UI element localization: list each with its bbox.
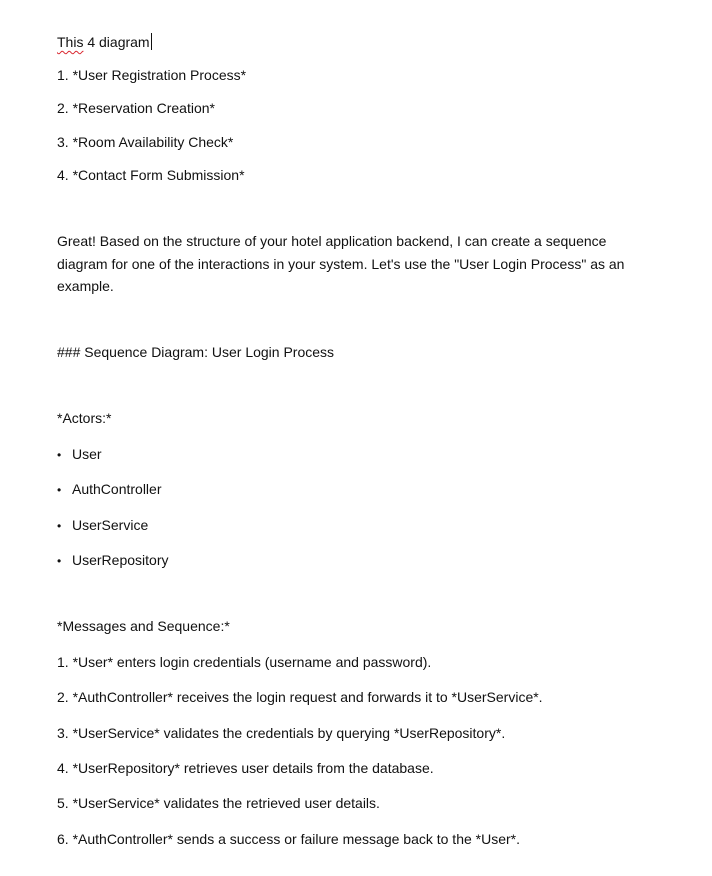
actor-item: [57, 551, 168, 570]
bullet-icon: •: [57, 483, 62, 497]
actor-item: [57, 480, 162, 499]
list-item: 2. *Reservation Creation*: [57, 100, 215, 116]
intro-paragraph: Great! Based on the structure of your hotel application backend, I can create a sequence diagram for one of the interactions in your system. Let's use the "User Login Process" as an example.: [57, 233, 625, 294]
actor-name: User: [72, 446, 102, 462]
intro-line[interactable]: [57, 33, 152, 51]
actor-item: [57, 445, 102, 464]
text-cursor: [151, 33, 152, 50]
actor-name: UserService: [72, 517, 149, 533]
actor-name: AuthController: [72, 481, 162, 497]
message-item: 3. *UserService* validates the credentials by querying *UserRepository*.: [57, 725, 506, 741]
actor-item: [57, 516, 148, 535]
message-item: 6. *AuthController* sends a success or failure message back to the *User*.: [57, 831, 521, 847]
bullet-icon: •: [57, 448, 62, 462]
message-item: 2. *AuthController* receives the login request and forwards it to *UserService*.: [57, 689, 543, 705]
list-item: 4. *Contact Form Submission*: [57, 167, 245, 183]
message-item: 4. *UserRepository* retrieves user details from the database.: [57, 760, 434, 776]
intro-text: 4 diagram: [83, 34, 150, 50]
list-item: 1. *User Registration Process*: [57, 67, 247, 83]
list-item: 3. *Room Availability Check*: [57, 134, 234, 150]
message-item: 1. *User* enters login credentials (username and password).: [57, 654, 432, 670]
actor-name: UserRepository: [72, 552, 169, 568]
misspelled-word[interactable]: This: [57, 34, 84, 50]
bullet-icon: •: [57, 519, 62, 533]
section-heading: ### Sequence Diagram: User Login Process: [57, 344, 335, 360]
bullet-icon: •: [57, 554, 62, 568]
messages-label: *Messages and Sequence:*: [57, 618, 230, 634]
actors-label: *Actors:*: [57, 410, 112, 426]
message-item: 5. *UserService* validates the retrieved user details.: [57, 795, 380, 811]
